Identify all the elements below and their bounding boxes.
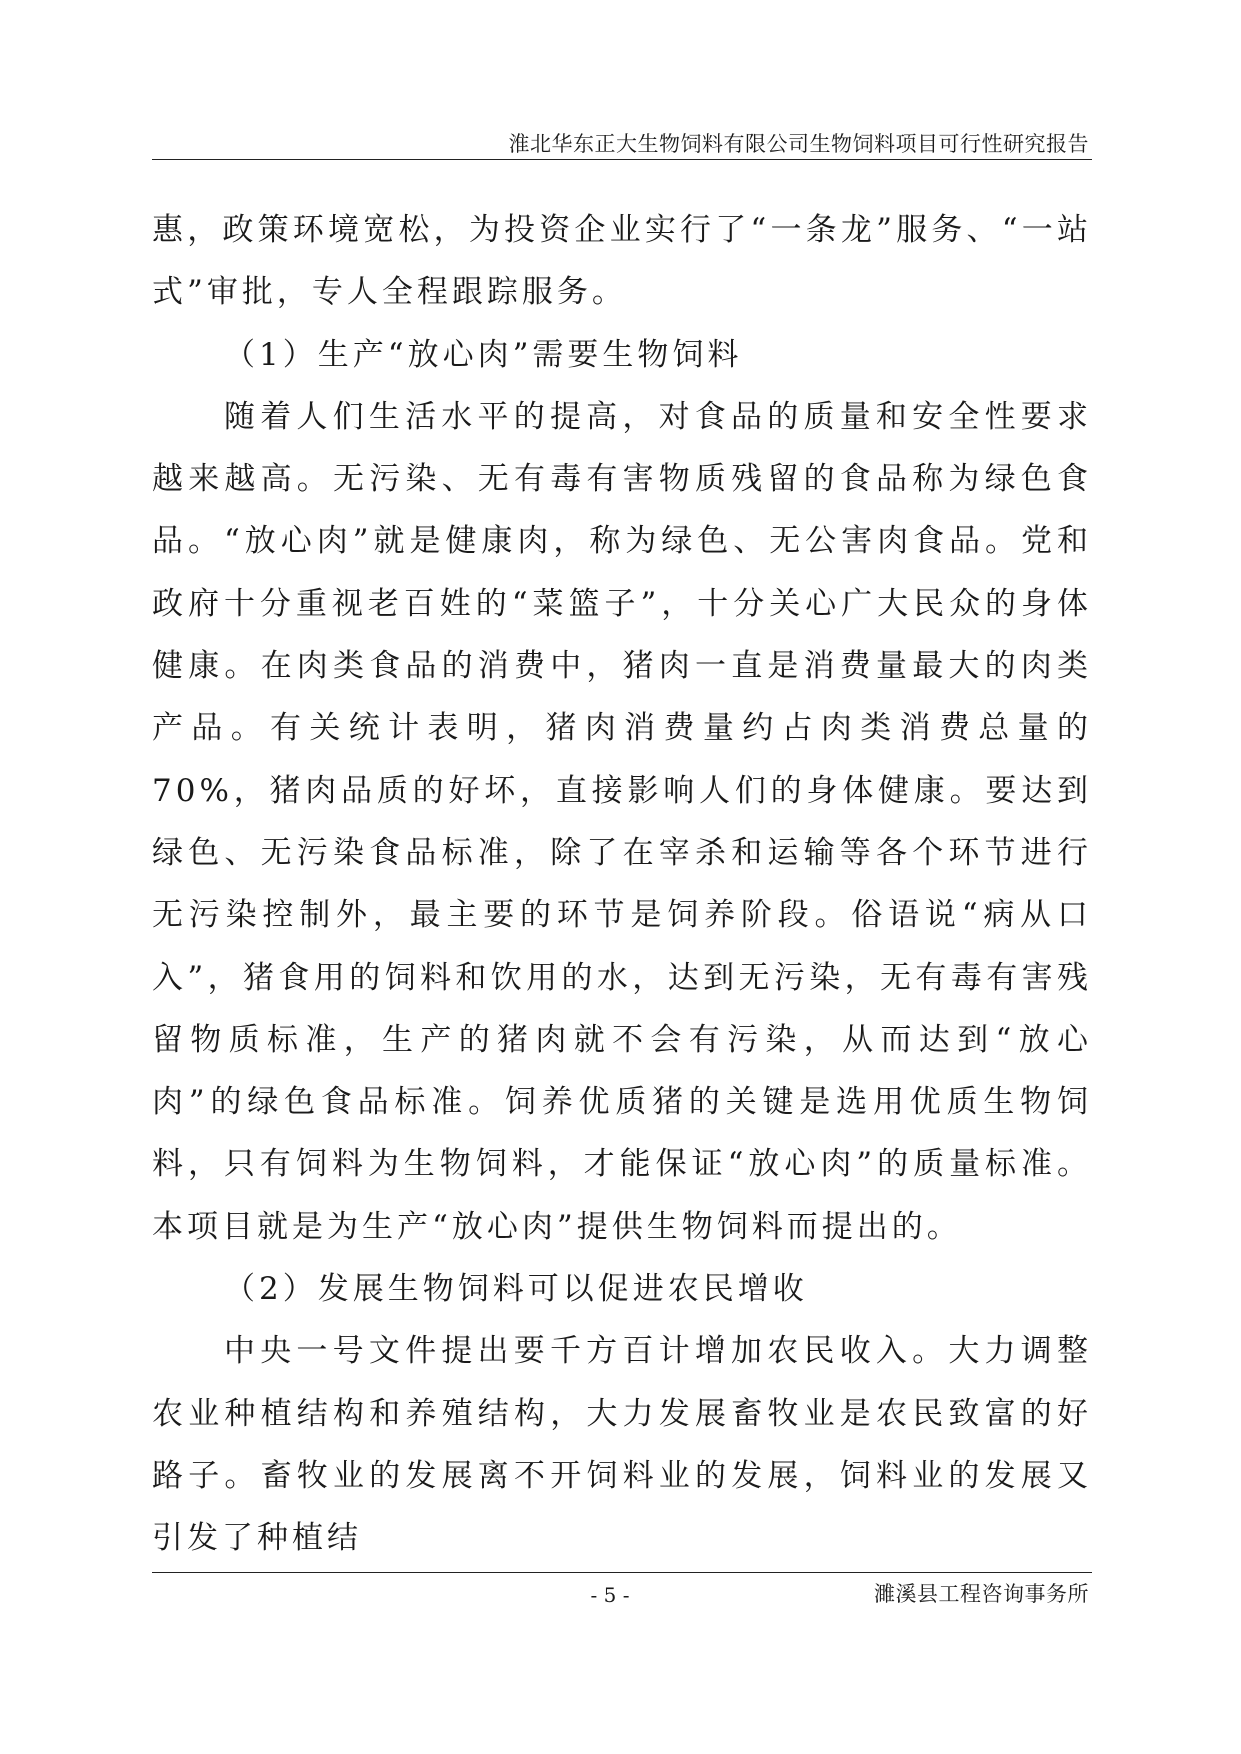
section-heading-1: （1）生产“放心肉”需要生物饲料 <box>224 336 743 373</box>
body-paragraph: 惠，政策环境宽松，为投资企业实行了“一条龙”服务、“一站式”审批，专人全程跟踪服务。 <box>152 212 1092 311</box>
body-paragraph: 随着人们生活水平的提高，对食品的质量和安全性要求越来越高。无污染、无有毒有害物质残留的食品称为绿色食品。“放心肉”就是健康肉，称为绿色、无公害肉食品。党和政府十分重视老百姓的“菜篮子”，十分关心广大民众的身体健康。在肉类食品的消费中，猪肉一直是消费量最大的肉类产品。有关统计表明，猪肉消费量约占肉类消费总量的70%，猪肉品质的好坏，直接影响人们的身体健康。要达到绿色、无污染食品标准，除了在宰杀和运输等各个环节进行无污染控制外，最主要的环节是饲养阶段。俗语说“病从口入”，猪食用的饲料和饮用的水，达到无污染，无有毒有害残留物质标准，生产的猪肉就不会有污染，从而达到“放心肉”的绿色食品标准。饲养优质猪的关键是选用优质生物饲料，只有饲料为生物饲料，才能保证“放心肉”的质量标准。本项目就是为生产“放心肉”提供生物饲料而提出的。 <box>152 398 1092 1245</box>
report-title: 淮北华东正大生物饲料有限公司生物饲料项目可行性研究报告 <box>508 132 1089 156</box>
footer-divider <box>152 1572 1092 1573</box>
header-divider <box>152 159 1092 160</box>
page-number: - 5 - <box>590 1583 630 1607</box>
organization-name: 濉溪县工程咨询事务所 <box>874 1582 1089 1606</box>
section-heading-2: （2）发展生物饲料可以促进农民增收 <box>224 1271 808 1308</box>
body-paragraph: 中央一号文件提出要千方百计增加农民收入。大力调整农业种植结构和养殖结构，大力发展畜牧业是农民致富的好路子。畜牧业的发展离不开饲料业的发展，饲料业的发展又引发了种植结 <box>152 1333 1092 1557</box>
document-body <box>152 199 1092 1570</box>
